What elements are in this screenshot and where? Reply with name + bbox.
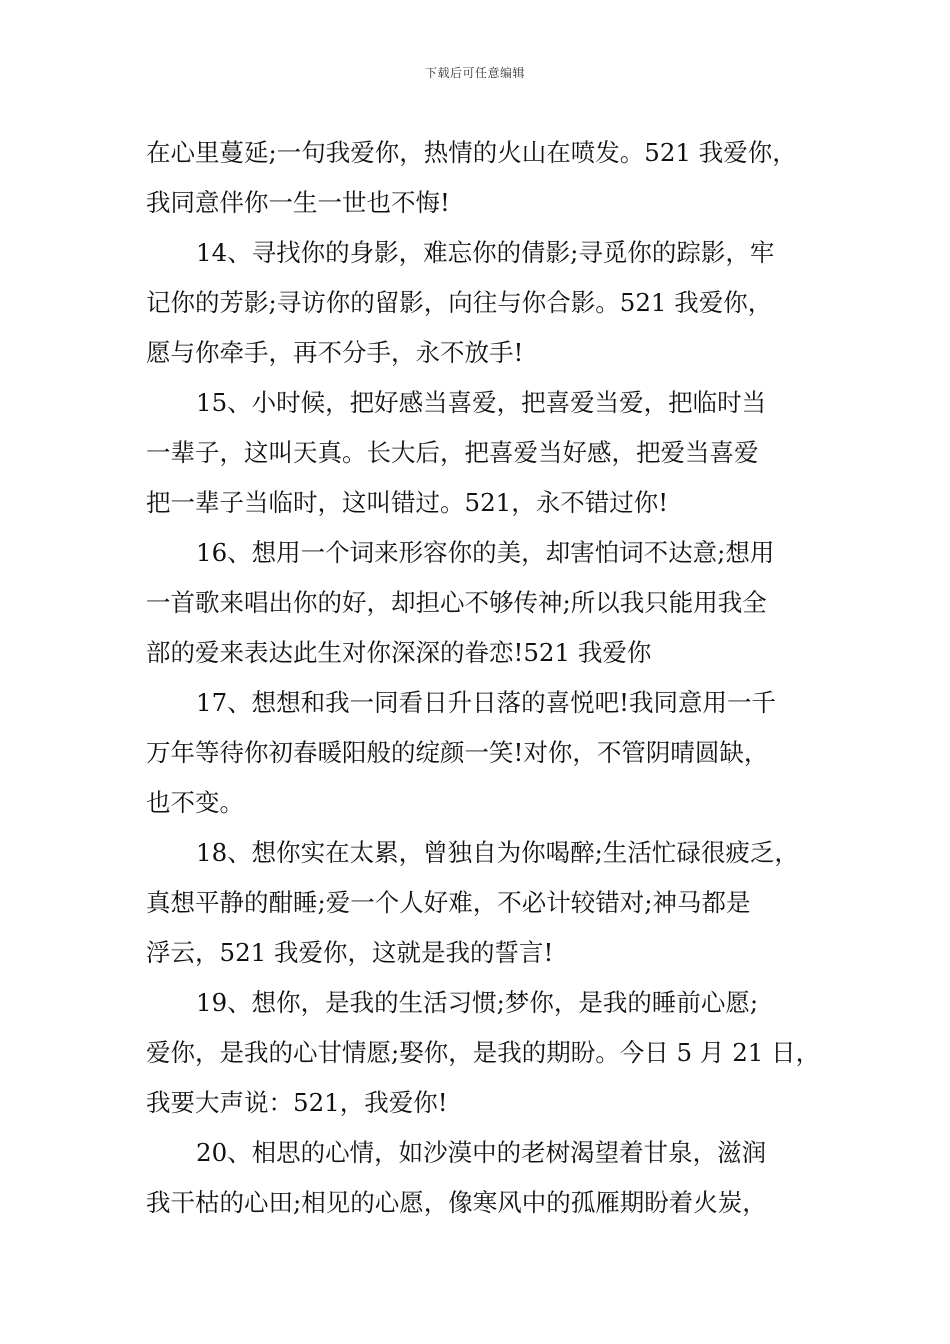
text-line: 我干枯的心田;相见的心愿，像寒风中的孤雁期盼着火炭， — [146, 1188, 767, 1217]
text-line: 在心里蔓延;一句我爱你，热情的火山在喷发。521 我爱你， — [146, 138, 797, 167]
text-line: 把一辈子当临时，这叫错过。521，永不错过你! — [146, 488, 669, 517]
text-line: 也不变。 — [146, 788, 244, 817]
text-line: 16、想用一个词来形容你的美，却害怕词不达意;想用 — [196, 538, 775, 567]
text-line: 浮云，521 我爱你，这就是我的誓言! — [146, 938, 554, 967]
text-line: 真想平静的酣睡;爱一个人好难，不必计较错对;神马都是 — [146, 888, 751, 917]
page-header-note: 下载后可任意编辑 — [424, 66, 525, 80]
document-body — [146, 128, 821, 1228]
paragraph-17 — [146, 678, 816, 828]
text-line: 部的爱来表达此生对你深深的眷恋!521 我爱你 — [146, 638, 652, 667]
text-line: 17、想想和我一同看日升日落的喜悦吧!我同意用一千 — [196, 688, 777, 717]
text-line: 14、寻找你的身影，难忘你的倩影;寻觅你的踪影，牢 — [196, 238, 775, 267]
text-line: 愿与你牵手，再不分手，永不放手! — [146, 338, 524, 367]
paragraph-18 — [146, 828, 816, 978]
text-line: 万年等待你初春暖阳般的绽颜一笑!对你，不管阴晴圆缺， — [146, 738, 769, 767]
paragraph-15 — [146, 378, 816, 528]
paragraph-16 — [146, 528, 816, 678]
text-line: 一辈子，这叫天真。长大后，把喜爱当好感，把爱当喜爱 — [146, 438, 759, 467]
paragraph — [146, 128, 816, 228]
paragraph-14 — [146, 228, 816, 378]
text-line: 20、相思的心情，如沙漠中的老树渴望着甘泉，滋润 — [196, 1138, 767, 1167]
text-line: 爱你，是我的心甘情愿;娶你，是我的期盼。今日 5 月 21 日， — [146, 1038, 821, 1067]
text-line: 19、想你，是我的生活习惯;梦你，是我的睡前心愿; — [196, 988, 759, 1017]
text-line: 一首歌来唱出你的好，却担心不够传神;所以我只能用我全 — [146, 588, 767, 617]
text-line: 15、小时候，把好感当喜爱，把喜爱当爱，把临时当 — [196, 388, 767, 417]
text-line: 我要大声说：521，我爱你! — [146, 1088, 448, 1117]
paragraph-19 — [146, 978, 821, 1128]
text-line: 18、想你实在太累，曾独自为你喝醉;生活忙碌很疲乏， — [196, 838, 799, 867]
text-line: 我同意伴你一生一世也不悔! — [146, 188, 450, 217]
paragraph-20 — [146, 1128, 816, 1228]
text-line: 记你的芳影;寻访你的留影，向往与你合影。521 我爱你， — [146, 288, 773, 317]
